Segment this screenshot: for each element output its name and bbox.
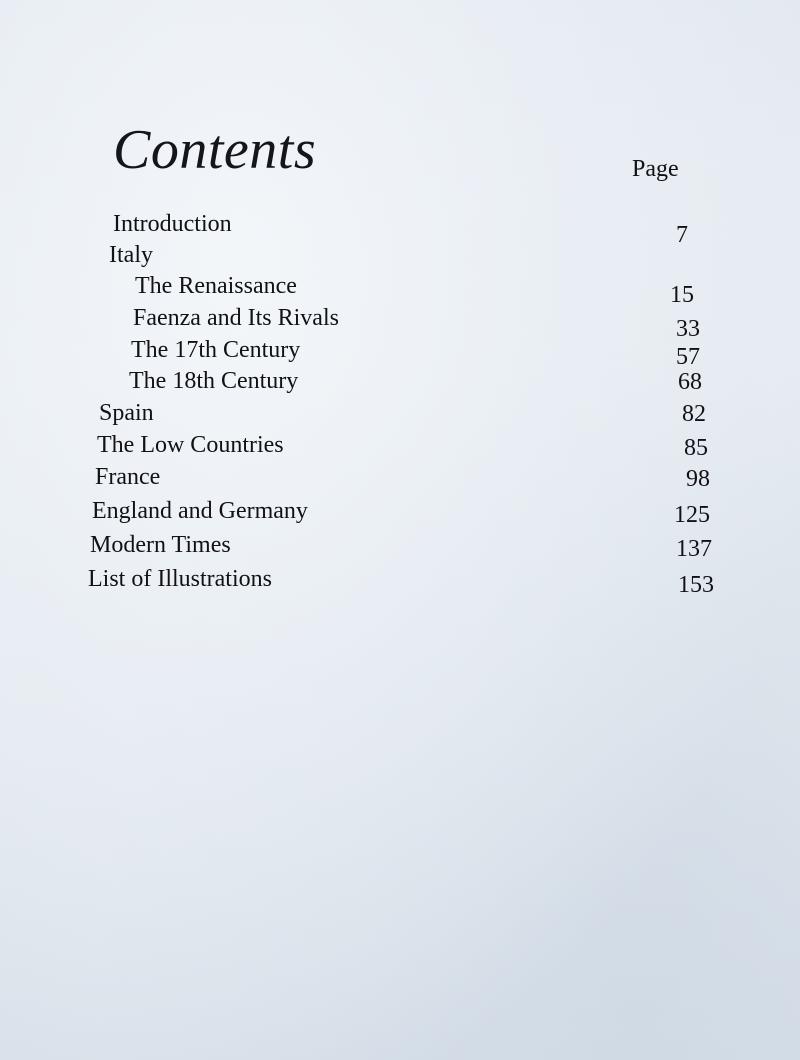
toc-page-18th-century: 68 <box>678 369 702 395</box>
toc-entry-italy: Italy <box>109 242 153 268</box>
toc-page-france: 98 <box>686 466 710 492</box>
toc-entry-17th-century: The 17th Century <box>131 337 301 363</box>
toc-entry-modern-times: Modern Times <box>90 532 231 558</box>
toc-page-england-germany: 125 <box>674 502 710 528</box>
toc-entry-low-countries: The Low Countries <box>97 432 284 458</box>
toc-page-faenza: 33 <box>676 316 700 342</box>
toc-entry-introduction: Introduction <box>113 211 232 237</box>
toc-page-renaissance: 15 <box>670 282 694 308</box>
toc-page-list-of-illustrations: 153 <box>678 572 714 598</box>
contents-title: Contents <box>113 119 317 181</box>
toc-page-spain: 82 <box>682 401 706 427</box>
toc-entry-18th-century: The 18th Century <box>129 368 299 394</box>
toc-entry-england-germany: England and Germany <box>92 498 308 524</box>
toc-page-17th-century: 57 <box>676 344 700 370</box>
toc-entry-spain: Spain <box>99 400 154 426</box>
toc-page-introduction: 7 <box>676 222 688 248</box>
toc-entry-renaissance: The Renaissance <box>135 273 297 299</box>
toc-page-low-countries: 85 <box>684 435 708 461</box>
page-column-heading: Page <box>632 156 679 182</box>
toc-entry-faenza: Faenza and Its Rivals <box>133 305 339 331</box>
toc-entry-list-of-illustrations: List of Illustrations <box>88 566 272 592</box>
toc-page-modern-times: 137 <box>676 536 712 562</box>
toc-entry-france: France <box>95 464 161 490</box>
